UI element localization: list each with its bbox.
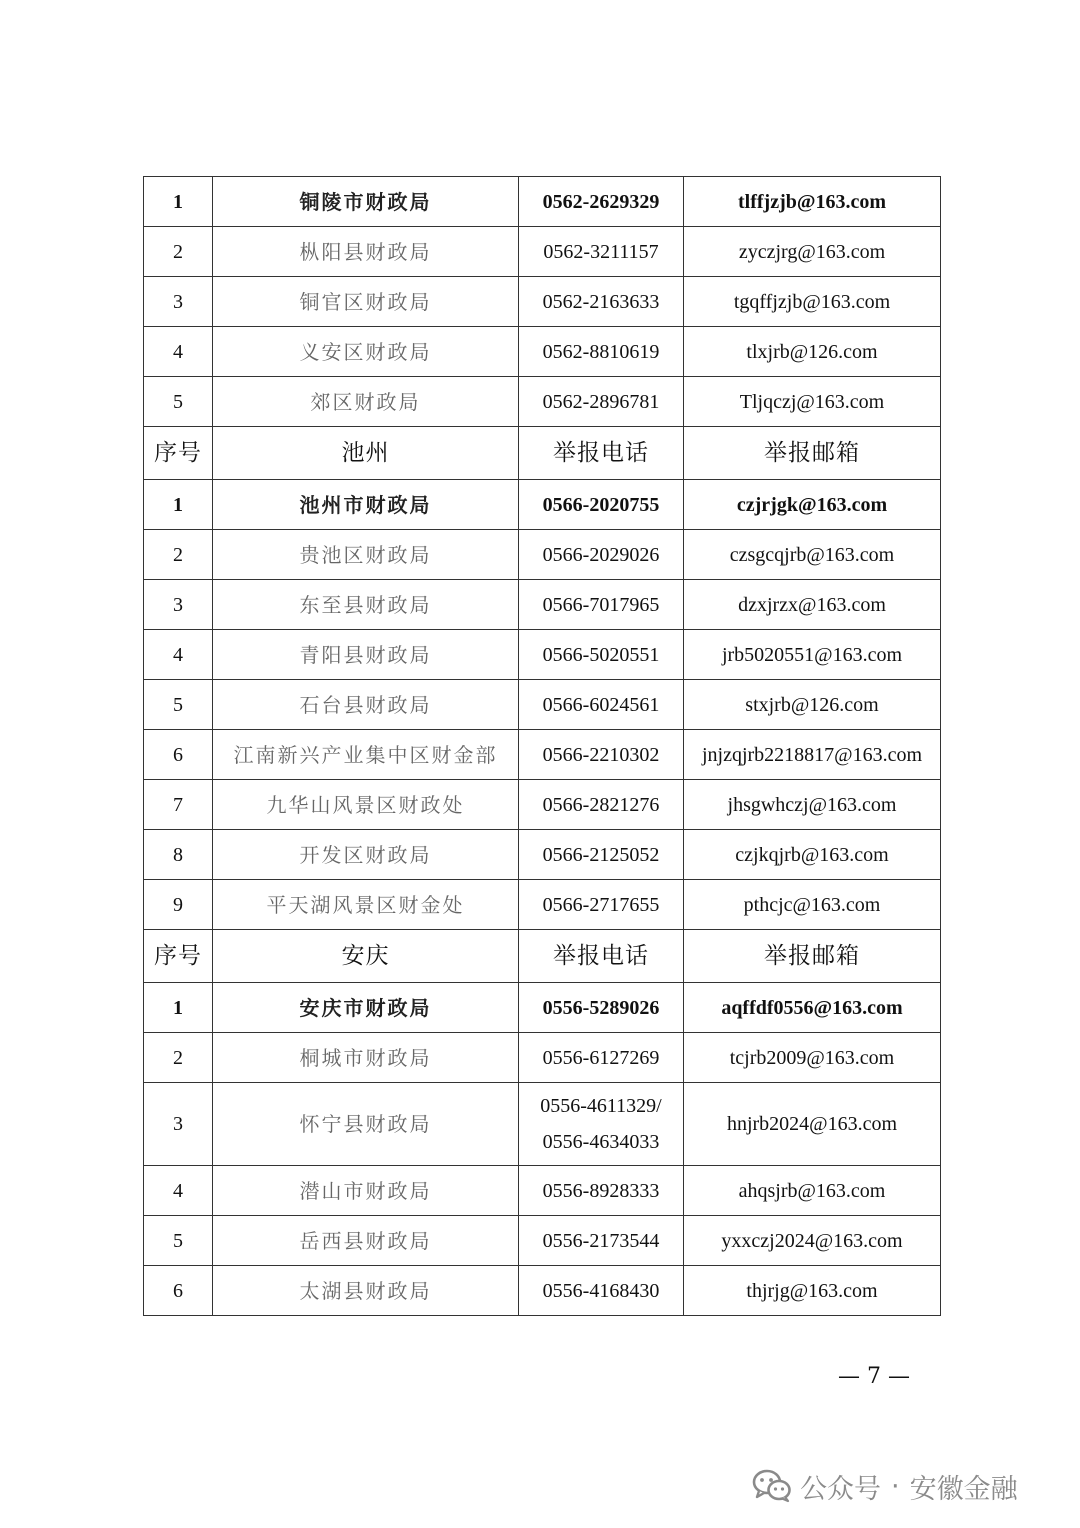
report-email: pthcjc@163.com xyxy=(684,880,941,930)
phone-line: 0566-2821276 xyxy=(542,793,660,816)
bureau-name: 石台县财政局 xyxy=(213,680,519,730)
row-number: 8 xyxy=(144,830,213,880)
report-phone xyxy=(519,177,684,227)
table-row xyxy=(144,680,941,730)
phone-line: 0556-8928333 xyxy=(542,1179,660,1202)
report-phone xyxy=(519,780,684,830)
header-region: 安庆 xyxy=(213,930,519,983)
report-email: tlffjzjb@163.com xyxy=(684,177,941,227)
report-email: ahqsjrb@163.com xyxy=(684,1166,941,1216)
phone-line: 0562-8810619 xyxy=(542,340,660,363)
report-phone xyxy=(519,880,684,930)
table-row xyxy=(144,227,941,277)
bureau-name: 太湖县财政局 xyxy=(213,1266,519,1316)
watermark xyxy=(752,1462,1018,1510)
bureau-name: 开发区财政局 xyxy=(213,830,519,880)
report-phone xyxy=(519,530,684,580)
phone-line: 0556-2173544 xyxy=(542,1229,660,1252)
report-phone xyxy=(519,680,684,730)
report-phone xyxy=(519,327,684,377)
report-email: dzxjrzx@163.com xyxy=(684,580,941,630)
table-row xyxy=(144,1266,941,1316)
report-email: tgqffjzjb@163.com xyxy=(684,277,941,327)
table-row xyxy=(144,780,941,830)
bureau-name: 东至县财政局 xyxy=(213,580,519,630)
phone-line: 0556-6127269 xyxy=(542,1046,660,1069)
row-number: 2 xyxy=(144,1033,213,1083)
header-phone: 举报电话 xyxy=(519,427,684,480)
report-phone xyxy=(519,730,684,780)
row-number: 1 xyxy=(144,177,213,227)
report-phone xyxy=(519,1216,684,1266)
phone-line: 0566-2020755 xyxy=(542,493,660,516)
report-email: tcjrb2009@163.com xyxy=(684,1033,941,1083)
header-seq: 序号 xyxy=(144,930,213,983)
table-row xyxy=(144,983,941,1033)
header-phone: 举报电话 xyxy=(519,930,684,983)
bureau-name: 贵池区财政局 xyxy=(213,530,519,580)
bureau-name: 义安区财政局 xyxy=(213,327,519,377)
table-row xyxy=(144,1216,941,1266)
phone-line: 0566-2210302 xyxy=(542,743,660,766)
section-header-row xyxy=(144,427,941,480)
report-phone xyxy=(519,277,684,327)
table-row xyxy=(144,580,941,630)
table-row xyxy=(144,1033,941,1083)
bureau-name: 青阳县财政局 xyxy=(213,630,519,680)
report-phone xyxy=(519,1083,684,1166)
table-row xyxy=(144,177,941,227)
wechat-icon xyxy=(752,1469,792,1503)
table-row xyxy=(144,327,941,377)
table-row xyxy=(144,880,941,930)
watermark-label: 公众号 xyxy=(800,1473,881,1505)
contact-table xyxy=(143,176,941,1316)
report-phone xyxy=(519,227,684,277)
bureau-name: 铜官区财政局 xyxy=(213,277,519,327)
row-number: 1 xyxy=(144,983,213,1033)
phone-line: 0556-4168430 xyxy=(542,1279,660,1302)
phone-line: 0566-5020551 xyxy=(542,643,660,666)
phone-line: 0556-4634033 xyxy=(542,1131,660,1153)
watermark-account: 安徽金融 xyxy=(909,1473,1018,1505)
row-number: 5 xyxy=(144,680,213,730)
row-number: 4 xyxy=(144,327,213,377)
phone-line: 0562-3211157 xyxy=(543,240,659,263)
bureau-name: 池州市财政局 xyxy=(213,480,519,530)
table-row xyxy=(144,277,941,327)
bureau-name: 铜陵市财政局 xyxy=(213,177,519,227)
table-row xyxy=(144,1083,941,1166)
phone-line: 0562-2163633 xyxy=(542,290,660,313)
report-email: jrb5020551@163.com xyxy=(684,630,941,680)
page-number: — 7 — xyxy=(838,1364,910,1389)
row-number: 2 xyxy=(144,530,213,580)
row-number: 6 xyxy=(144,730,213,780)
phone-line: 0566-2029026 xyxy=(542,543,660,566)
table-row xyxy=(144,480,941,530)
bureau-name: 平天湖风景区财金处 xyxy=(213,880,519,930)
section-header-row xyxy=(144,930,941,983)
bureau-name: 岳西县财政局 xyxy=(213,1216,519,1266)
watermark-separator: · xyxy=(891,1470,900,1502)
phone-line: 0566-2125052 xyxy=(542,843,660,866)
row-number: 7 xyxy=(144,780,213,830)
bureau-name: 怀宁县财政局 xyxy=(213,1083,519,1166)
bureau-name: 九华山风景区财政处 xyxy=(213,780,519,830)
report-email: stxjrb@126.com xyxy=(684,680,941,730)
bureau-name: 郊区财政局 xyxy=(213,377,519,427)
row-number: 3 xyxy=(144,277,213,327)
table-row xyxy=(144,630,941,680)
report-email: czjrjgk@163.com xyxy=(684,480,941,530)
bureau-name: 桐城市财政局 xyxy=(213,1033,519,1083)
phone-line: 0556-4611329/ xyxy=(540,1095,662,1117)
row-number: 5 xyxy=(144,1216,213,1266)
row-number: 4 xyxy=(144,1166,213,1216)
row-number: 3 xyxy=(144,1083,213,1166)
phone-line: 0562-2896781 xyxy=(542,390,660,413)
report-phone xyxy=(519,1166,684,1216)
bureau-name: 枞阳县财政局 xyxy=(213,227,519,277)
header-seq: 序号 xyxy=(144,427,213,480)
report-phone xyxy=(519,830,684,880)
table-row xyxy=(144,530,941,580)
bureau-name: 潜山市财政局 xyxy=(213,1166,519,1216)
report-phone xyxy=(519,580,684,630)
header-region: 池州 xyxy=(213,427,519,480)
row-number: 5 xyxy=(144,377,213,427)
report-phone xyxy=(519,983,684,1033)
row-number: 6 xyxy=(144,1266,213,1316)
report-phone xyxy=(519,1266,684,1316)
report-email: jhsgwhczj@163.com xyxy=(684,780,941,830)
table-row xyxy=(144,377,941,427)
row-number: 4 xyxy=(144,630,213,680)
phone-line: 0566-6024561 xyxy=(542,693,660,716)
header-email: 举报邮箱 xyxy=(684,930,941,983)
report-email: czsgcqjrb@163.com xyxy=(684,530,941,580)
report-phone xyxy=(519,480,684,530)
phone-line: 0556-5289026 xyxy=(542,996,660,1019)
report-phone xyxy=(519,377,684,427)
report-email: tlxjrb@126.com xyxy=(684,327,941,377)
table-row xyxy=(144,830,941,880)
table-row xyxy=(144,1166,941,1216)
report-email: thjrjg@163.com xyxy=(684,1266,941,1316)
report-phone xyxy=(519,630,684,680)
report-email: jnjzqjrb2218817@163.com xyxy=(684,730,941,780)
phone-line: 0566-7017965 xyxy=(542,593,660,616)
header-email: 举报邮箱 xyxy=(684,427,941,480)
report-phone xyxy=(519,1033,684,1083)
table-row xyxy=(144,730,941,780)
report-email: zyczjrg@163.com xyxy=(684,227,941,277)
phone-line: 0562-2629329 xyxy=(542,190,660,213)
report-email: hnjrb2024@163.com xyxy=(684,1083,941,1166)
report-email: Tljqczj@163.com xyxy=(684,377,941,427)
bureau-name: 安庆市财政局 xyxy=(213,983,519,1033)
report-email: czjkqjrb@163.com xyxy=(684,830,941,880)
phone-line: 0566-2717655 xyxy=(542,893,660,916)
row-number: 2 xyxy=(144,227,213,277)
bureau-name: 江南新兴产业集中区财金部 xyxy=(213,730,519,780)
report-email: yxxczj2024@163.com xyxy=(684,1216,941,1266)
report-email: aqffdf0556@163.com xyxy=(684,983,941,1033)
row-number: 3 xyxy=(144,580,213,630)
row-number: 9 xyxy=(144,880,213,930)
row-number: 1 xyxy=(144,480,213,530)
